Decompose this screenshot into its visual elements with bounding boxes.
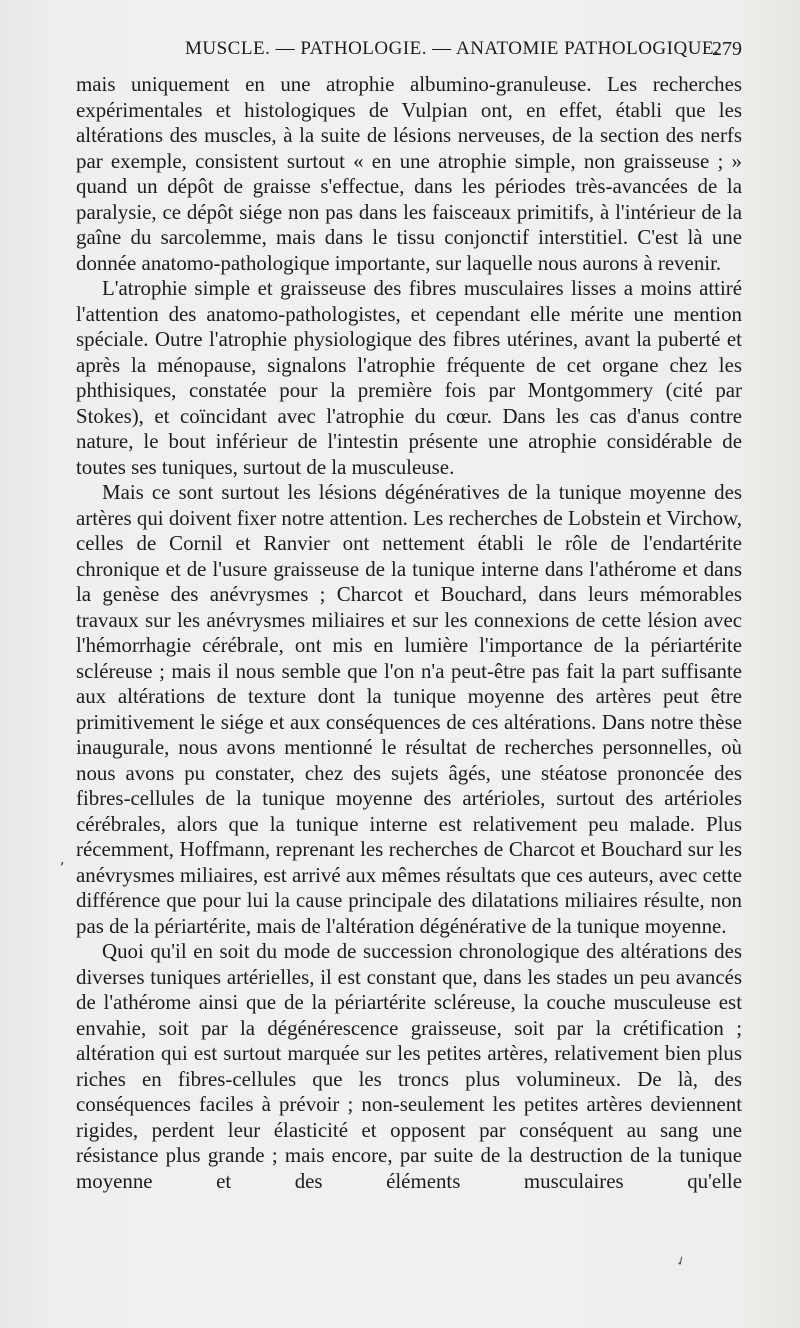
margin-dot-mark: , — [60, 852, 65, 868]
running-head — [75, 38, 742, 70]
body-text — [76, 72, 742, 1194]
paragraph-4: Quoi qu'il en soit du mode de succession chronologique des altérations des diverses tuniques artérielles, il est constant que, dans les stades un peu avancés de l'athérome ainsi que de la périartérite scléreuse, la couche musculeuse est envahie, soit par la dégénérescence graisseuse, soit par la crétification ; altération qui est surtout marquée sur les petites artères, relativement bien plus riches en fibres-cellules que les troncs plus volumineux. De là, des conséquences faciles à prévoir ; non-seulement les petites artères deviennent rigides, perdent leur élasticité et opposent par conséquent au sang une résistance plus grande ; mais encore, par suite de la destruction de la tunique moyenne et des éléments musculaires qu'elle — [76, 939, 742, 1193]
scan-speck-mark: ✓ — [673, 1252, 689, 1270]
paragraph-2: L'atrophie simple et graisseuse des fibres musculaires lisses a moins attiré l'attention des anatomo-pathologistes, et cependant elle mérite une mention spéciale. Outre l'atrophie physiologique des fibres utérines, avant la puberté et après la ménopause, signalons l'atrophie fréquente de cet organe chez les phthisiques, constatée pour la première fois par Montgommery (cité par Stokes), et coïncidant avec l'atrophie du cœur. Dans les cas d'anus contre nature, le bout inférieur de l'intestin présente une atrophie considérable de toutes ses tuniques, surtout de la musculeuse. — [76, 276, 742, 479]
page-number: 279 — [712, 38, 742, 60]
paragraph-3: Mais ce sont surtout les lésions dégénératives de la tunique moyenne des artères qui doivent fixer notre attention. Les recherches de Lobstein et Virchow, celles de Cornil et Ranvier ont nettement établi le rôle de l'endartérite chronique et de l'usure graisseuse de la tunique interne dans l'athérome et dans la genèse des anévrysmes ; Charcot et Bouchard, dans leurs mémorables travaux sur les anévrysmes miliaires et sur les connexions de cette lésion avec l'hémorrhagie cérébrale, ont mis en lumière l'importance de la périartérite scléreuse ; mais il nous semble que l'on n'a peut-être pas fait la part suffisante aux altérations de texture dont la tunique moyenne des artères peut être primitivement le siége et aux conséquences de ces altérations. Dans notre thèse inaugurale, nous avons mentionné le résultat de recherches personnelles, où nous avons pu constater, chez des sujets âgés, une stéatose prononcée des fibres-cellules de la tunique moyenne des artérioles, surtout des artérioles cérébrales, alors que la tunique interne est relativement peu malade. Plus récemment, Hoffmann, reprenant les recherches de Charcot et Bouchard sur les anévrysmes miliaires, est arrivé aux mêmes résultats que ces auteurs, avec cette différence que pour lui la cause principale des dilatations miliaires résulte, non pas de la périartérite, mais de l'altération dégénérative de la tunique moyenne. — [76, 480, 742, 938]
running-head-title: MUSCLE. — PATHOLOGIE. — ANATOMIE PATHOLOGIQUE. — [185, 38, 720, 59]
paragraph-1: mais uniquement en une atrophie albumino-granuleuse. Les recherches expérimentales et histologiques de Vulpian ont, en effet, établi que les altérations des muscles, à la suite de lésions nerveuses, de la section des nerfs par exemple, consistent surtout « en une atrophie simple, non graisseuse ; » quand un dépôt de graisse s'effectue, dans les périodes très-avancées de la paralysie, ce dépôt siége non pas dans les faisceaux primitifs, à l'intérieur de la gaîne du sarcolemme, mais dans le tissu conjonctif interstitiel. C'est là une donnée anatomo-pathologique importante, sur laquelle nous aurons à revenir. — [76, 72, 742, 275]
